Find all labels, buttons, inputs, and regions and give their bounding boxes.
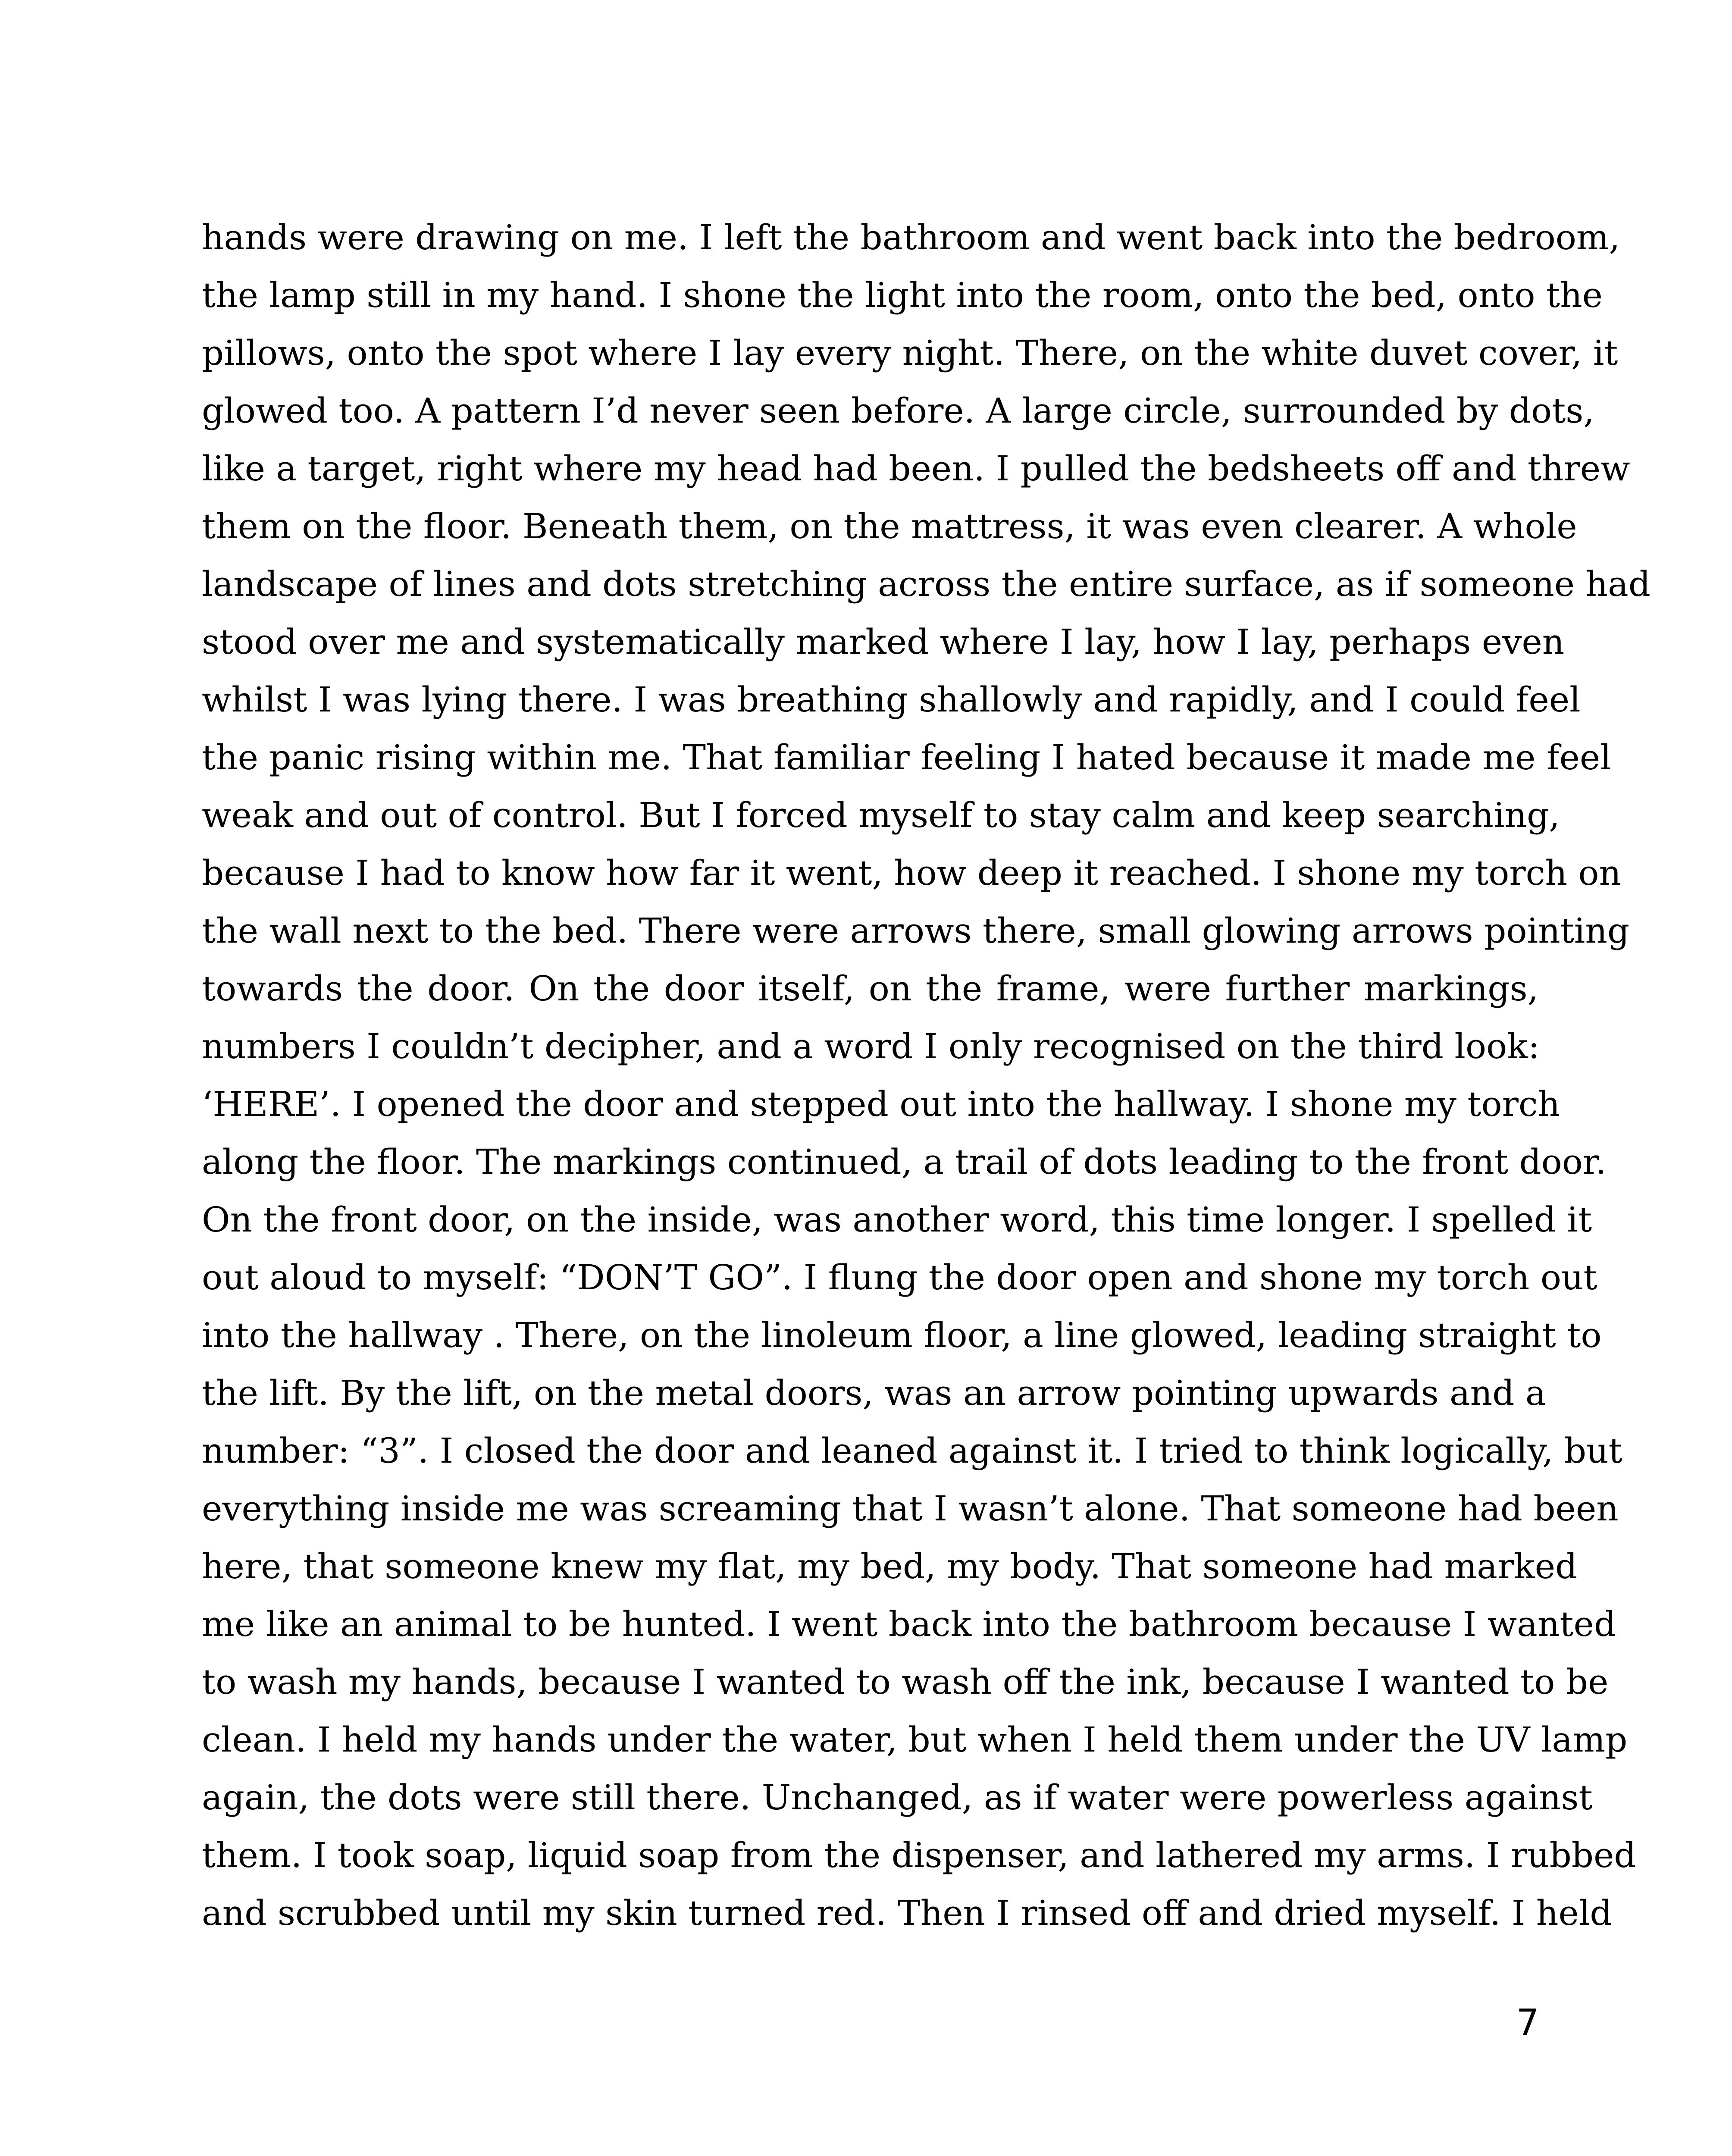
text-line: ‘HERE’. I opened the door and stepped out into the hallway. I shone my torch: [202, 1084, 1560, 1124]
text-line: to wash my hands, because I wanted to wash off the ink, because I wanted to be: [202, 1662, 1609, 1702]
text-line: number: “3”. I closed the door and leaned against it. I tried to think logically, but: [202, 1431, 1622, 1471]
text-line: like a target, right where my head had been. I pulled the bedsheets off and threw: [202, 448, 1630, 489]
text-line: the panic rising within me. That familiar feeling I hated because it made me feel: [202, 737, 1611, 777]
text-line: into the hallway . There, on the linoleum floor, a line glowed, leading straight to: [202, 1315, 1602, 1355]
text-line: me like an animal to be hunted. I went back into the bathroom because I wanted: [202, 1604, 1616, 1644]
text-line: them. I took soap, liquid soap from the dispenser, and lathered my arms. I rubbed: [202, 1835, 1636, 1875]
body-text: [202, 209, 1651, 1942]
page-number: 7: [1516, 2001, 1539, 2043]
text-line: glowed too. A pattern I’d never seen before. A large circle, surrounded by dots,: [202, 391, 1594, 431]
text-line: stood over me and systematically marked where I lay, how I lay, perhaps even: [202, 622, 1565, 662]
text-line: landscape of lines and dots stretching across the entire surface, as if someone had: [202, 564, 1651, 604]
text-line: towards the door. On the door itself, on the frame, were further markings,: [202, 968, 1538, 1009]
text-line: clean. I held my hands under the water, but when I held them under the UV lamp: [202, 1720, 1628, 1760]
text-line: everything inside me was screaming that I wasn’t alone. That someone had been: [202, 1489, 1619, 1529]
text-line: the lift. By the lift, on the metal doors, was an arrow pointing upwards and a: [202, 1373, 1546, 1413]
text-line: the wall next to the bed. There were arrows there, small glowing arrows pointing: [202, 911, 1630, 951]
text-line: the lamp still in my hand. I shone the light into the room, onto the bed, onto the: [202, 275, 1603, 315]
text-line: and scrubbed until my skin turned red. Then I rinsed off and dried myself. I held: [202, 1893, 1612, 1933]
text-line: here, that someone knew my flat, my bed, my body. That someone had marked: [202, 1546, 1578, 1586]
text-line: along the floor. The markings continued, a trail of dots leading to the front door.: [202, 1142, 1607, 1182]
text-line: again, the dots were still there. Unchanged, as if water were powerless against: [202, 1777, 1593, 1818]
text-line: On the front door, on the inside, was another word, this time longer. I spelled it: [202, 1200, 1592, 1240]
text-line: hands were drawing on me. I left the bathroom and went back into the bedroom,: [202, 217, 1620, 257]
text-line: numbers I couldn’t decipher, and a word I only recognised on the third look:: [202, 1026, 1540, 1066]
text-line: them on the floor. Beneath them, on the mattress, it was even clearer. A whole: [202, 506, 1577, 546]
text-line: because I had to know how far it went, how deep it reached. I shone my torch on: [202, 853, 1622, 893]
text-line: weak and out of control. But I forced myself to stay calm and keep searching,: [202, 795, 1560, 835]
text-line: whilst I was lying there. I was breathing shallowly and rapidly, and I could feel: [202, 680, 1581, 720]
text-line: pillows, onto the spot where I lay every night. There, on the white duvet cover, it: [202, 333, 1618, 373]
text-line: out aloud to myself: “DON’T GO”. I flung the door open and shone my torch out: [202, 1257, 1597, 1297]
